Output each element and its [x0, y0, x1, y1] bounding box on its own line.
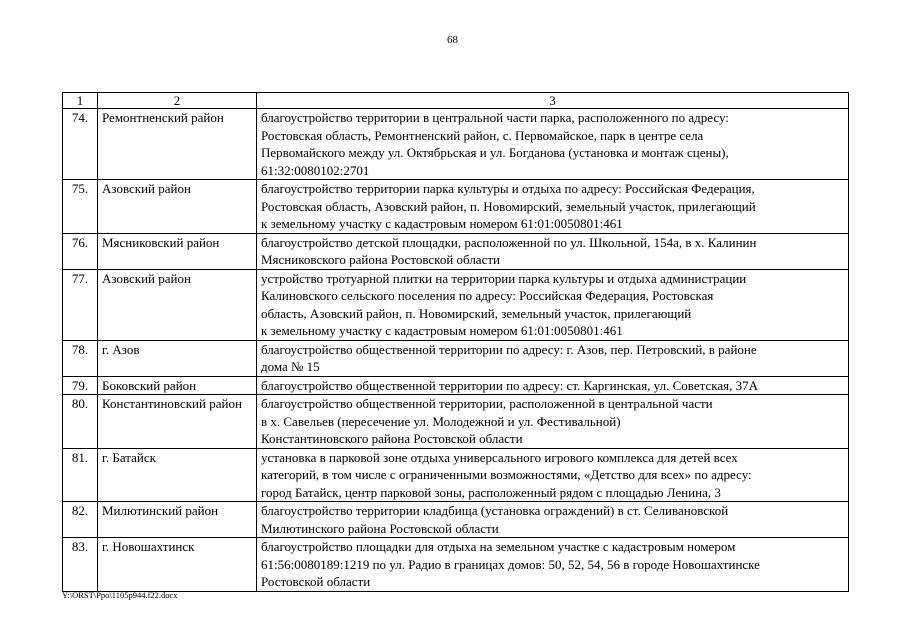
- description-line: Ростовская область, Азовский район, п. Новомирский, земельный участок, прилегающий: [261, 198, 756, 214]
- description-line: категорий, в том числе с ограниченными возможностями, «Детство для всех» по адресу:: [261, 467, 752, 482]
- description-line: благоустройство общественной территории, расположенной в центральной части: [261, 396, 713, 411]
- district-cell: Ремонтненский район: [98, 109, 257, 180]
- description-line: Ростовской области: [261, 574, 371, 589]
- description-line: благоустройство общественной территории по адресу: г. Азов, пер. Петровский, в районе: [261, 341, 757, 357]
- description-line: благоустройство территории парка культуры и отдыха по адресу: Российская Федерация,: [261, 181, 755, 196]
- description-line: дома № 15: [261, 359, 320, 374]
- description-line: устройство тротуарной плитки на территории парка культуры и отдыха администрации: [261, 270, 747, 286]
- table-row: [63, 538, 849, 592]
- table-row: [63, 180, 849, 234]
- row-number: 80.: [63, 395, 98, 449]
- description-cell: [257, 502, 849, 538]
- description-cell: [257, 233, 849, 269]
- column-header-district: 2: [98, 93, 257, 109]
- description-line: в х. Савельев (пересечение ул. Молодежной и ул. Фестивальной): [261, 413, 621, 429]
- description-line: Ростовская область, Ремонтненский район, с. Первомайское, парк в центре села: [261, 127, 704, 143]
- district-cell: г. Азов: [98, 340, 257, 376]
- district-cell: г. Новошахтинск: [98, 538, 257, 592]
- row-number: 75.: [63, 180, 98, 234]
- description-line: установка в парковой зоне отдыха универсального игрового комплекса для детей всех: [261, 449, 738, 465]
- description-line: 61:56:0080189:1219 по ул. Радио в границах домов: 50, 52, 54, 56 в городе Новошахтинске: [261, 556, 760, 572]
- table-row: [63, 269, 849, 340]
- row-number: 82.: [63, 502, 98, 538]
- row-number: 77.: [63, 269, 98, 340]
- description-cell: [257, 180, 849, 234]
- district-cell: Азовский район: [98, 269, 257, 340]
- row-number: 74.: [63, 109, 98, 180]
- table-header-row: [63, 93, 849, 109]
- description-line: Константиновского района Ростовской области: [261, 431, 523, 446]
- row-number: 81.: [63, 448, 98, 502]
- description-line: к земельному участку с кадастровым номером 61:01:0050801:461: [261, 216, 623, 231]
- description-line: благоустройство общественной территории по адресу: ст. Каргинская, ул. Советская, 37А: [261, 377, 758, 393]
- table-row: [63, 448, 849, 502]
- page-number: 68: [447, 34, 458, 46]
- description-cell: [257, 269, 849, 340]
- description-line: Первомайского между ул. Октябрьская и ул. Богданова (установка и монтаж сцены),: [261, 145, 729, 160]
- description-line: город Батайск, центр парковой зоны, расположенный рядом с площадью Ленина, 3: [261, 484, 721, 500]
- table-row: [63, 395, 849, 449]
- district-cell: Азовский район: [98, 180, 257, 234]
- column-header-description: 3: [257, 93, 849, 109]
- description-line: Милютинского района Ростовской области: [261, 520, 499, 536]
- description-cell: [257, 376, 849, 395]
- row-number: 78.: [63, 340, 98, 376]
- table-row: [63, 233, 849, 269]
- description-line: благоустройство территории в центральной части парка, расположенного по адресу:: [261, 110, 729, 125]
- description-line: область, Азовский район, п. Новомирский, земельный участок, прилегающий: [261, 305, 692, 321]
- table-row: [63, 502, 849, 538]
- table-body: [63, 109, 849, 592]
- row-number: 79.: [63, 376, 98, 395]
- data-table: [62, 92, 849, 592]
- description-line: благоустройство площадки для отдыха на земельном участке с кадастровым номером: [261, 539, 736, 554]
- description-cell: [257, 395, 849, 449]
- description-cell: [257, 448, 849, 502]
- description-cell: [257, 340, 849, 376]
- district-cell: Константиновский район: [98, 395, 257, 449]
- description-cell: [257, 109, 849, 180]
- description-line: 61:32:0080102:2701: [261, 162, 370, 178]
- description-line: к земельному участку с кадастровым номером 61:01:0050801:461: [261, 323, 623, 338]
- column-header-number: 1: [63, 93, 98, 109]
- description-line: благоустройство территории кладбища (установка ограждений) в ст. Селивановской: [261, 503, 729, 518]
- table-row: [63, 340, 849, 376]
- district-cell: Мясниковский район: [98, 233, 257, 269]
- district-cell: г. Батайск: [98, 448, 257, 502]
- district-cell: Боковский район: [98, 376, 257, 395]
- table-row: [63, 109, 849, 180]
- description-line: Калиновского сельского поселения по адресу: Российская Федерация, Ростовская: [261, 288, 714, 303]
- table-row: [63, 376, 849, 395]
- row-number: 83.: [63, 538, 98, 592]
- description-line: Мясниковского района Ростовской области: [261, 252, 500, 267]
- row-number: 76.: [63, 233, 98, 269]
- description-line: благоустройство детской площадки, расположенной по ул. Школьной, 154а, в х. Калинин: [261, 234, 757, 250]
- district-cell: Милютинский район: [98, 502, 257, 538]
- footer-file-path: Y:\ORST\Ppo\1105p944.f22.docx: [62, 590, 178, 600]
- description-cell: [257, 538, 849, 592]
